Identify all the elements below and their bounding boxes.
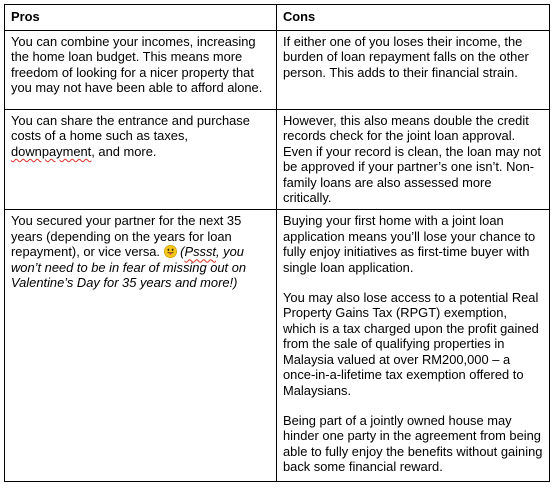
cons-text: However, this also means double the credit records check for the joint loan approval. Even if your record is clean, the loan may not be approved if your partner’s one isn’t. Non-family loans are also assessed more critically. bbox=[283, 113, 541, 206]
pros-cell bbox=[5, 210, 277, 482]
table-row bbox=[5, 210, 550, 482]
header-row bbox=[5, 5, 550, 31]
cons-paragraph: You may also lose access to a potential Real Property Gains Tax (RPGT) exemption, which is a tax charged upon the profit gained from the sale of qualifying properties in Malaysia valued at over RM200,000 – a once-in-a-lifetime tax exemption offered to Malaysians. bbox=[283, 290, 539, 398]
aside-text: , you won’t need to be in fear of missing out on Valentine’s Day for 35 years and more!) bbox=[11, 244, 247, 291]
table-row bbox=[5, 110, 550, 210]
cons-paragraph: Buying your first home with a joint loan application means you’ll lose your chance to fully enjoy initiatives as first-time buyer with single loan application. bbox=[283, 213, 536, 275]
table-row bbox=[5, 31, 550, 110]
pros-cell bbox=[5, 31, 277, 110]
aside-open: ( bbox=[176, 244, 185, 260]
spellcheck-flagged-word[interactable]: Pssst bbox=[184, 244, 216, 260]
spellcheck-flagged-word[interactable]: downpayment bbox=[11, 143, 92, 159]
cons-cell bbox=[277, 110, 550, 210]
cons-paragraph: Being part of a jointly owned house may hinder one party in the agreement from being able to fully enjoy the benefits without gaining back some financial reward. bbox=[283, 412, 543, 475]
pros-text: You secured your partner for the next 35 years (depending on the years for loan repayment), or vice versa. bbox=[11, 213, 242, 260]
pros-text: , and more. bbox=[91, 143, 157, 159]
cons-text: If either one of you loses their income, the burden of loan repayment falls on the other person. This adds to their financial strain. bbox=[283, 34, 529, 80]
pros-text: You can share the entrance and purchase costs of a home such as taxes, bbox=[11, 113, 250, 144]
pros-cons-table bbox=[4, 4, 550, 482]
pros-cell bbox=[5, 110, 277, 210]
pros-text: You can combine your incomes, increasing the home loan budget. This means more freedom of looking for a nicer property that you may not have been able to afford alone. bbox=[11, 34, 263, 96]
cons-cell bbox=[277, 31, 550, 110]
tongue-out-face-icon bbox=[164, 245, 177, 258]
cons-cell bbox=[277, 210, 550, 482]
pros-header: Pros bbox=[5, 5, 277, 31]
cons-header: Cons bbox=[277, 5, 550, 31]
